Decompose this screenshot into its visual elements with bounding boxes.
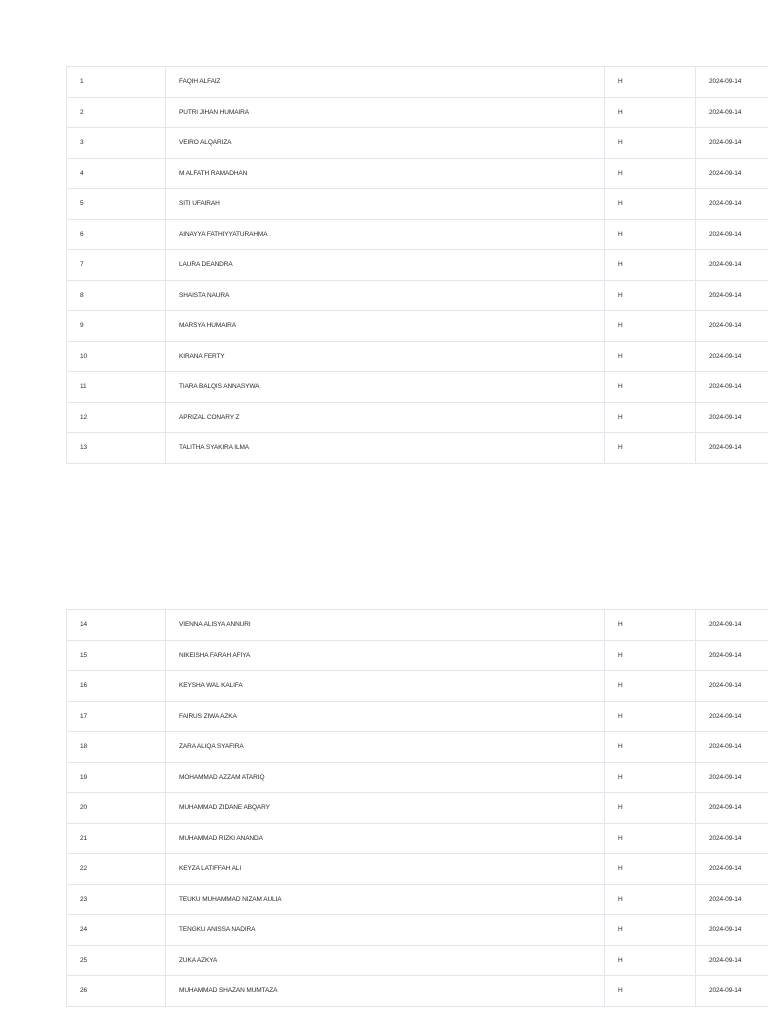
attendance-date: 2024-09-14 bbox=[696, 341, 768, 372]
table-row bbox=[67, 341, 768, 372]
row-number: 25 bbox=[67, 945, 166, 976]
attendance-date: 2024-09-14 bbox=[696, 128, 768, 159]
attendance-status: H bbox=[605, 671, 696, 702]
row-number: 14 bbox=[67, 610, 166, 641]
attendance-status: H bbox=[605, 976, 696, 1007]
attendance-status: H bbox=[605, 762, 696, 793]
table-row bbox=[67, 280, 768, 311]
row-number: 26 bbox=[67, 976, 166, 1007]
student-name: LAURA DEANDRA bbox=[166, 250, 605, 281]
student-name: TENGKU ANISSA NADIRA bbox=[166, 915, 605, 946]
row-number: 20 bbox=[67, 793, 166, 824]
student-name: VEIRO ALQARIZA bbox=[166, 128, 605, 159]
student-name: SHAISTA NAURA bbox=[166, 280, 605, 311]
attendance-date: 2024-09-14 bbox=[696, 884, 768, 915]
table-row bbox=[67, 433, 768, 464]
attendance-date: 2024-09-14 bbox=[696, 823, 768, 854]
student-name: KIRANA FERTY bbox=[166, 341, 605, 372]
table-row bbox=[67, 128, 768, 159]
student-name: MOHAMMAD AZZAM ATARIQ bbox=[166, 762, 605, 793]
attendance-status: H bbox=[605, 372, 696, 403]
row-number: 24 bbox=[67, 915, 166, 946]
attendance-status: H bbox=[605, 915, 696, 946]
table-row bbox=[67, 823, 768, 854]
student-name: NIKEISHA FARAH AFIYA bbox=[166, 640, 605, 671]
table-row bbox=[67, 189, 768, 220]
student-name: MUHAMMAD ZIDANE ABQARY bbox=[166, 793, 605, 824]
table-row bbox=[67, 915, 768, 946]
attendance-status: H bbox=[605, 219, 696, 250]
table-row bbox=[67, 67, 768, 98]
student-name: VIENNA ALISYA ANNURI bbox=[166, 610, 605, 641]
attendance-date: 2024-09-14 bbox=[696, 67, 768, 98]
table-row bbox=[67, 97, 768, 128]
row-number: 12 bbox=[67, 402, 166, 433]
table-row bbox=[67, 372, 768, 403]
attendance-date: 2024-09-14 bbox=[696, 640, 768, 671]
attendance-status: H bbox=[605, 280, 696, 311]
attendance-date: 2024-09-14 bbox=[696, 250, 768, 281]
attendance-date: 2024-09-14 bbox=[696, 976, 768, 1007]
student-name: MUHAMMAD SHAZAN MUMTAZA bbox=[166, 976, 605, 1007]
attendance-date: 2024-09-14 bbox=[696, 402, 768, 433]
attendance-status: H bbox=[605, 610, 696, 641]
table-row bbox=[67, 945, 768, 976]
attendance-date: 2024-09-14 bbox=[696, 732, 768, 763]
student-name: TALITHA SYAKIRA ILMA bbox=[166, 433, 605, 464]
row-number: 13 bbox=[67, 433, 166, 464]
row-number: 5 bbox=[67, 189, 166, 220]
attendance-status: H bbox=[605, 67, 696, 98]
attendance-date: 2024-09-14 bbox=[696, 372, 768, 403]
table-row bbox=[67, 671, 768, 702]
table-row bbox=[67, 732, 768, 763]
row-number: 17 bbox=[67, 701, 166, 732]
attendance-status: H bbox=[605, 884, 696, 915]
table-row bbox=[67, 884, 768, 915]
attendance-status: H bbox=[605, 250, 696, 281]
table-row bbox=[67, 219, 768, 250]
attendance-date: 2024-09-14 bbox=[696, 97, 768, 128]
table-row bbox=[67, 311, 768, 342]
table-row bbox=[67, 250, 768, 281]
attendance-date: 2024-09-14 bbox=[696, 189, 768, 220]
student-name: AINAYYA FATHIYYATURAHMA bbox=[166, 219, 605, 250]
table-row bbox=[67, 640, 768, 671]
row-number: 9 bbox=[67, 311, 166, 342]
attendance-status: H bbox=[605, 945, 696, 976]
table-row bbox=[67, 158, 768, 189]
attendance-date: 2024-09-14 bbox=[696, 158, 768, 189]
row-number: 7 bbox=[67, 250, 166, 281]
student-name: ZARA ALIQA SYAFIRA bbox=[166, 732, 605, 763]
student-name: TEUKU MUHAMMAD NIZAM AULIA bbox=[166, 884, 605, 915]
student-name: M ALFATH RAMADHAN bbox=[166, 158, 605, 189]
student-name: KEYZA LATIFFAH ALI bbox=[166, 854, 605, 885]
student-name: FAIRUS ZIWA AZKA bbox=[166, 701, 605, 732]
row-number: 22 bbox=[67, 854, 166, 885]
row-number: 11 bbox=[67, 372, 166, 403]
student-name: FAQIH ALFAIZ bbox=[166, 67, 605, 98]
attendance-status: H bbox=[605, 158, 696, 189]
table-row bbox=[67, 976, 768, 1007]
table-row bbox=[67, 762, 768, 793]
attendance-date: 2024-09-14 bbox=[696, 854, 768, 885]
attendance-status: H bbox=[605, 97, 696, 128]
table-row bbox=[67, 701, 768, 732]
table-row bbox=[67, 793, 768, 824]
row-number: 8 bbox=[67, 280, 166, 311]
attendance-date: 2024-09-14 bbox=[696, 433, 768, 464]
row-number: 6 bbox=[67, 219, 166, 250]
student-name: ZUKA AZKYA bbox=[166, 945, 605, 976]
attendance-date: 2024-09-14 bbox=[696, 280, 768, 311]
student-name: SITI UFAIRAH bbox=[166, 189, 605, 220]
attendance-date: 2024-09-14 bbox=[696, 311, 768, 342]
attendance-date: 2024-09-14 bbox=[696, 915, 768, 946]
attendance-date: 2024-09-14 bbox=[696, 793, 768, 824]
student-name: KEYSHA WAL KALIFA bbox=[166, 671, 605, 702]
attendance-status: H bbox=[605, 701, 696, 732]
attendance-status: H bbox=[605, 189, 696, 220]
row-number: 1 bbox=[67, 67, 166, 98]
row-number: 16 bbox=[67, 671, 166, 702]
attendance-date: 2024-09-14 bbox=[696, 762, 768, 793]
attendance-status: H bbox=[605, 128, 696, 159]
attendance-status: H bbox=[605, 732, 696, 763]
row-number: 21 bbox=[67, 823, 166, 854]
attendance-date: 2024-09-14 bbox=[696, 219, 768, 250]
attendance-table-1 bbox=[66, 66, 768, 464]
student-name: MARSYA HUMAIRA bbox=[166, 311, 605, 342]
student-name: APRIZAL CONARY Z bbox=[166, 402, 605, 433]
row-number: 10 bbox=[67, 341, 166, 372]
student-name: PUTRI JIHAN HUMAIRA bbox=[166, 97, 605, 128]
attendance-status: H bbox=[605, 823, 696, 854]
attendance-date: 2024-09-14 bbox=[696, 701, 768, 732]
row-number: 3 bbox=[67, 128, 166, 159]
attendance-date: 2024-09-14 bbox=[696, 610, 768, 641]
table-row bbox=[67, 610, 768, 641]
attendance-status: H bbox=[605, 402, 696, 433]
attendance-status: H bbox=[605, 311, 696, 342]
table-row bbox=[67, 402, 768, 433]
student-name: TIARA BALQIS ANNASYWA bbox=[166, 372, 605, 403]
row-number: 18 bbox=[67, 732, 166, 763]
student-name: MUHAMMAD RIZKI ANANDA bbox=[166, 823, 605, 854]
attendance-status: H bbox=[605, 341, 696, 372]
row-number: 19 bbox=[67, 762, 166, 793]
attendance-status: H bbox=[605, 640, 696, 671]
table-row bbox=[67, 854, 768, 885]
attendance-table-2 bbox=[66, 609, 768, 1007]
attendance-date: 2024-09-14 bbox=[696, 945, 768, 976]
attendance-status: H bbox=[605, 854, 696, 885]
row-number: 15 bbox=[67, 640, 166, 671]
row-number: 2 bbox=[67, 97, 166, 128]
attendance-status: H bbox=[605, 433, 696, 464]
attendance-status: H bbox=[605, 793, 696, 824]
row-number: 23 bbox=[67, 884, 166, 915]
attendance-date: 2024-09-14 bbox=[696, 671, 768, 702]
row-number: 4 bbox=[67, 158, 166, 189]
